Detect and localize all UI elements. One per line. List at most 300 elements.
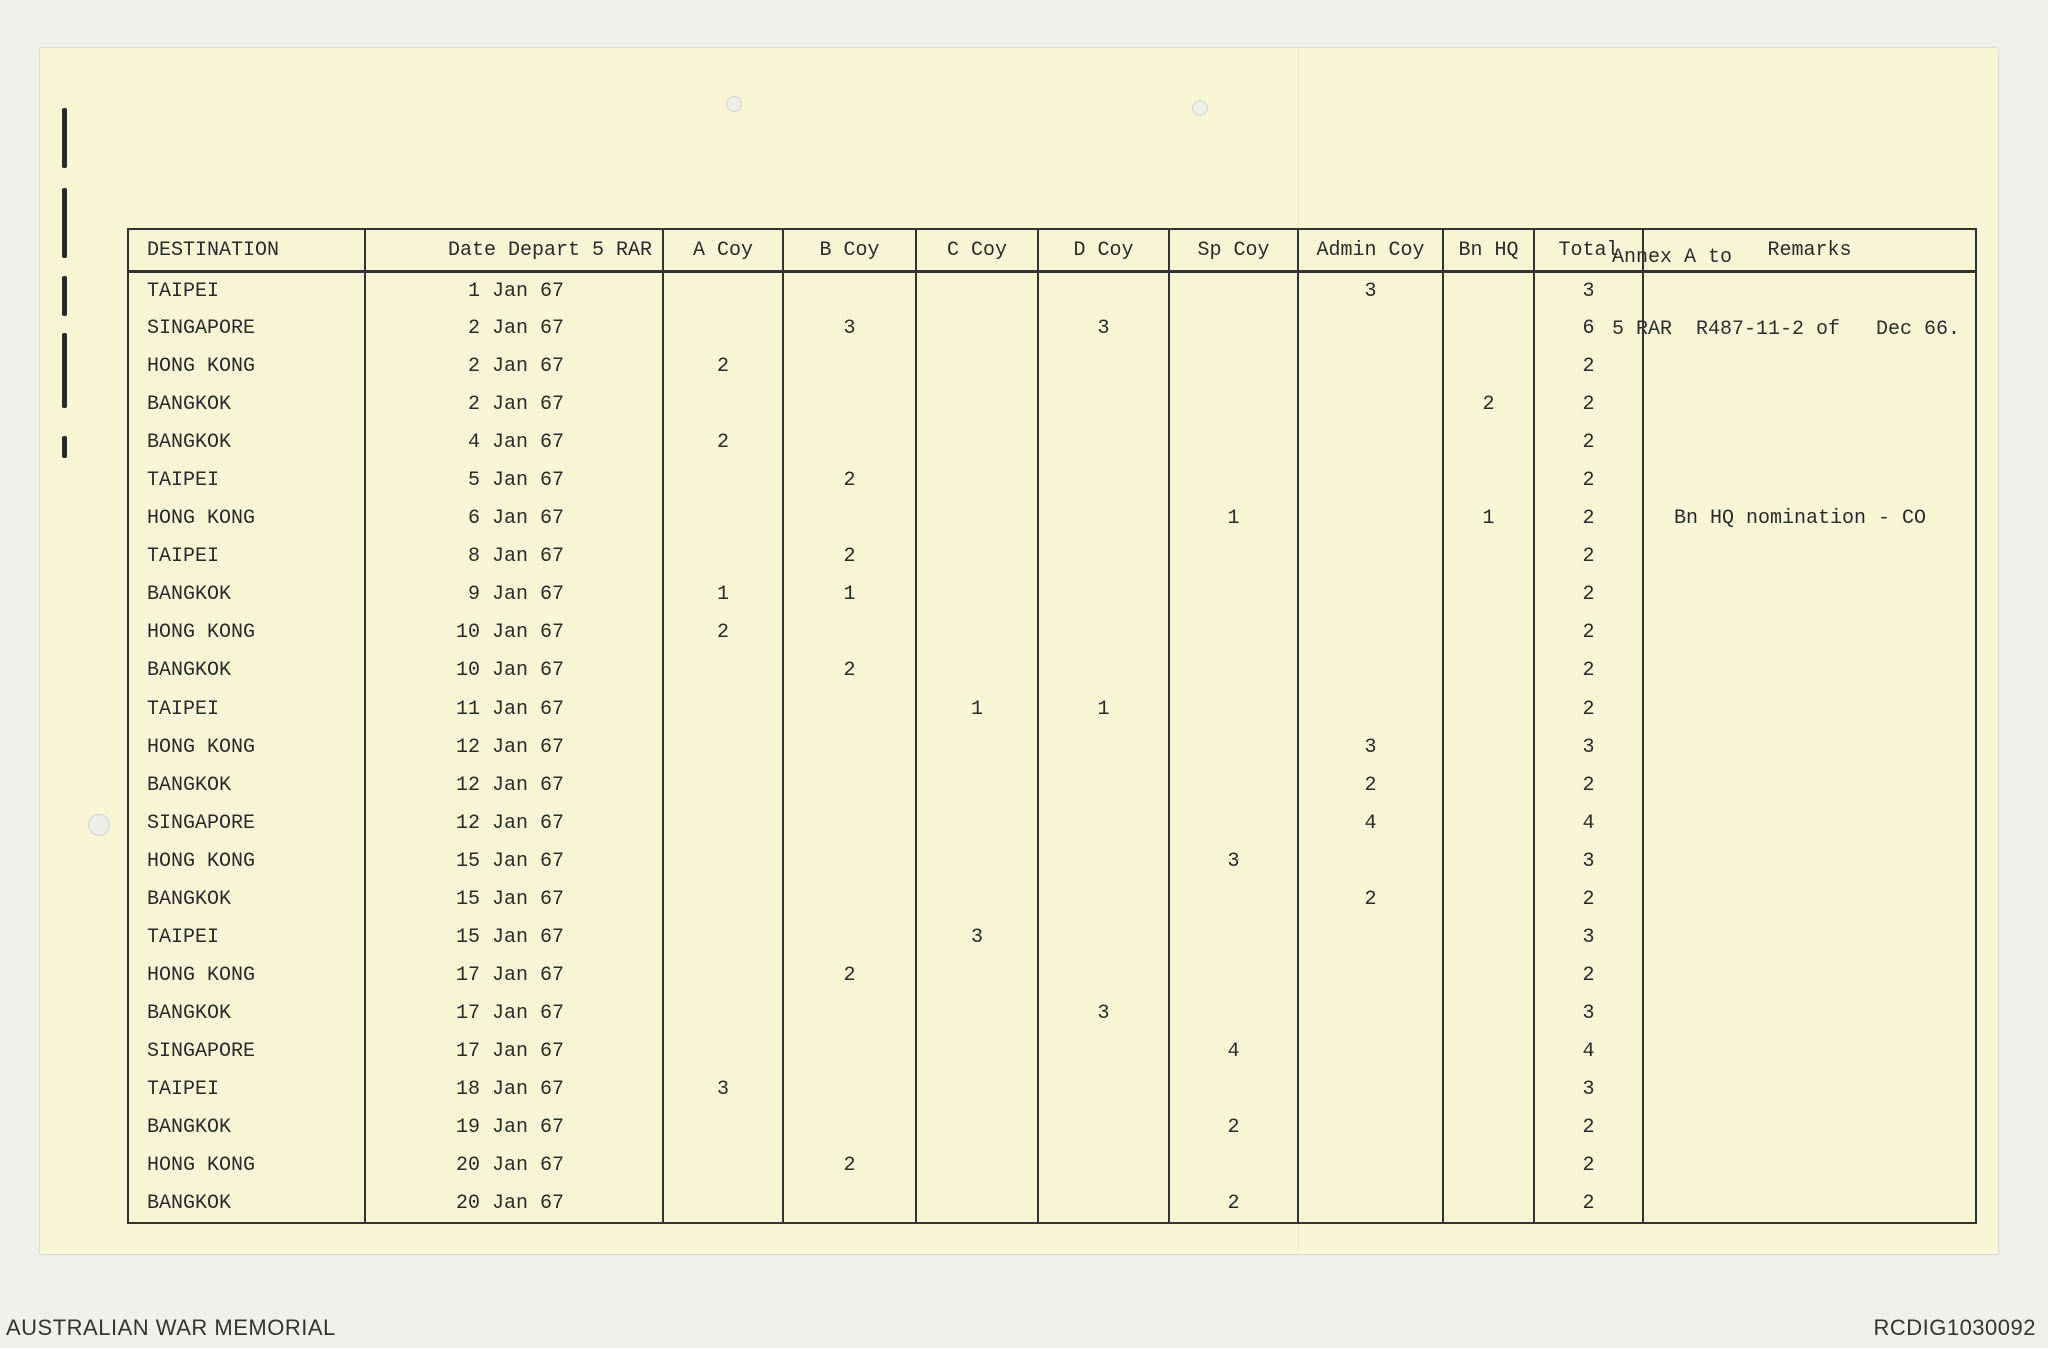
- table-row: [128, 690, 1976, 728]
- cell-bn-hq: [1443, 918, 1534, 956]
- cell-bn-hq: 2: [1443, 386, 1534, 424]
- cell-b-coy: [783, 804, 916, 842]
- cell-destination: TAIPEI: [128, 690, 365, 728]
- cell-total: 2: [1534, 690, 1643, 728]
- cell-b-coy: [783, 728, 916, 766]
- cell-a-coy: [663, 652, 783, 690]
- cell-b-coy: [783, 690, 916, 728]
- table-row: [128, 728, 1976, 766]
- cell-remarks: [1643, 994, 1976, 1032]
- cell-destination: HONG KONG: [128, 348, 365, 386]
- cell-d-coy: [1038, 652, 1169, 690]
- cell-c-coy: [916, 804, 1038, 842]
- cell-total: 4: [1534, 1032, 1643, 1070]
- cell-sp-coy: [1169, 918, 1298, 956]
- cell-total: 2: [1534, 766, 1643, 804]
- col-header-remarks: Remarks: [1643, 229, 1976, 272]
- col-header-total: Total: [1534, 229, 1643, 272]
- cell-admin-coy: [1298, 424, 1443, 462]
- cell-remarks: [1643, 614, 1976, 652]
- cell-c-coy: [916, 500, 1038, 538]
- cell-admin-coy: 4: [1298, 804, 1443, 842]
- cell-b-coy: [783, 424, 916, 462]
- cell-d-coy: [1038, 500, 1169, 538]
- cell-remarks: [1643, 1032, 1976, 1070]
- cell-c-coy: [916, 462, 1038, 500]
- cell-date: 10 Jan 67: [365, 652, 663, 690]
- cell-c-coy: 3: [916, 918, 1038, 956]
- cell-date: 15 Jan 67: [365, 880, 663, 918]
- cell-b-coy: [783, 1185, 916, 1223]
- cell-a-coy: [663, 272, 783, 310]
- cell-bn-hq: [1443, 1185, 1534, 1223]
- cell-remarks: [1643, 728, 1976, 766]
- cell-admin-coy: [1298, 614, 1443, 652]
- cell-destination: HONG KONG: [128, 1147, 365, 1185]
- cell-destination: BANGKOK: [128, 880, 365, 918]
- cell-destination: BANGKOK: [128, 994, 365, 1032]
- cell-destination: TAIPEI: [128, 918, 365, 956]
- cell-destination: SINGAPORE: [128, 804, 365, 842]
- cell-date: 6 Jan 67: [365, 500, 663, 538]
- table-row: [128, 614, 1976, 652]
- cell-remarks: [1643, 462, 1976, 500]
- table-row: [128, 1032, 1976, 1070]
- cell-c-coy: [916, 994, 1038, 1032]
- cell-destination: HONG KONG: [128, 842, 365, 880]
- cell-a-coy: [663, 804, 783, 842]
- cell-sp-coy: 2: [1169, 1185, 1298, 1223]
- cell-c-coy: [916, 956, 1038, 994]
- cell-a-coy: [663, 1109, 783, 1147]
- cell-sp-coy: [1169, 576, 1298, 614]
- cell-total: 2: [1534, 614, 1643, 652]
- cell-total: 3: [1534, 994, 1643, 1032]
- punch-hole: [88, 814, 110, 836]
- cell-d-coy: [1038, 766, 1169, 804]
- cell-date: 2 Jan 67: [365, 348, 663, 386]
- cell-bn-hq: [1443, 462, 1534, 500]
- table-row: [128, 880, 1976, 918]
- cell-c-coy: [916, 1185, 1038, 1223]
- image-id: RCDIG1030092: [1873, 1315, 2036, 1340]
- table-row: [128, 424, 1976, 462]
- cell-admin-coy: 3: [1298, 272, 1443, 310]
- cell-total: 2: [1534, 576, 1643, 614]
- cell-d-coy: [1038, 576, 1169, 614]
- cell-a-coy: 2: [663, 424, 783, 462]
- table-row: [128, 1109, 1976, 1147]
- cell-c-coy: [916, 576, 1038, 614]
- cell-d-coy: [1038, 424, 1169, 462]
- cell-bn-hq: [1443, 1070, 1534, 1108]
- cell-d-coy: [1038, 1185, 1169, 1223]
- cell-remarks: [1643, 1109, 1976, 1147]
- cell-admin-coy: [1298, 1070, 1443, 1108]
- cell-c-coy: 1: [916, 690, 1038, 728]
- cell-total: 2: [1534, 500, 1643, 538]
- cell-date: 2 Jan 67: [365, 386, 663, 424]
- cell-destination: BANGKOK: [128, 424, 365, 462]
- cell-b-coy: 3: [783, 310, 916, 348]
- cell-total: 3: [1534, 272, 1643, 310]
- cell-sp-coy: [1169, 994, 1298, 1032]
- cell-admin-coy: [1298, 462, 1443, 500]
- cell-c-coy: [916, 1147, 1038, 1185]
- cell-a-coy: 2: [663, 614, 783, 652]
- cell-total: 3: [1534, 918, 1643, 956]
- cell-a-coy: [663, 538, 783, 576]
- cell-admin-coy: [1298, 690, 1443, 728]
- cell-sp-coy: [1169, 766, 1298, 804]
- col-header-a-coy: A Coy: [663, 229, 783, 272]
- cell-bn-hq: [1443, 956, 1534, 994]
- punch-hole: [726, 96, 742, 112]
- cell-d-coy: 1: [1038, 690, 1169, 728]
- table-row: [128, 652, 1976, 690]
- cell-date: 11 Jan 67: [365, 690, 663, 728]
- cell-destination: TAIPEI: [128, 538, 365, 576]
- cell-sp-coy: [1169, 462, 1298, 500]
- cell-bn-hq: [1443, 690, 1534, 728]
- cell-date: 1 Jan 67: [365, 272, 663, 310]
- cell-c-coy: [916, 272, 1038, 310]
- cell-a-coy: [663, 728, 783, 766]
- cell-destination: BANGKOK: [128, 1185, 365, 1223]
- col-header-date: Date Depart 5 RAR: [365, 229, 663, 272]
- cell-sp-coy: 1: [1169, 500, 1298, 538]
- cell-b-coy: [783, 1070, 916, 1108]
- cell-b-coy: 2: [783, 1147, 916, 1185]
- table-row: [128, 994, 1976, 1032]
- cell-date: 15 Jan 67: [365, 918, 663, 956]
- cell-c-coy: [916, 424, 1038, 462]
- cell-admin-coy: [1298, 538, 1443, 576]
- cell-admin-coy: [1298, 348, 1443, 386]
- cell-remarks: [1643, 310, 1976, 348]
- cell-destination: HONG KONG: [128, 500, 365, 538]
- cell-total: 2: [1534, 424, 1643, 462]
- cell-a-coy: [663, 1147, 783, 1185]
- cell-remarks: [1643, 1070, 1976, 1108]
- cell-destination: TAIPEI: [128, 462, 365, 500]
- cell-total: 6: [1534, 310, 1643, 348]
- cell-date: 12 Jan 67: [365, 766, 663, 804]
- cell-a-coy: 1: [663, 576, 783, 614]
- cell-bn-hq: 1: [1443, 500, 1534, 538]
- cell-date: 19 Jan 67: [365, 1109, 663, 1147]
- table-row: [128, 576, 1976, 614]
- cell-d-coy: [1038, 880, 1169, 918]
- cell-a-coy: [663, 842, 783, 880]
- cell-a-coy: [663, 766, 783, 804]
- cell-destination: SINGAPORE: [128, 1032, 365, 1070]
- cell-sp-coy: [1169, 880, 1298, 918]
- binding-mark: [58, 108, 72, 478]
- cell-date: 18 Jan 67: [365, 1070, 663, 1108]
- col-header-admin-coy: Admin Coy: [1298, 229, 1443, 272]
- cell-c-coy: [916, 652, 1038, 690]
- cell-remarks: [1643, 386, 1976, 424]
- cell-d-coy: [1038, 386, 1169, 424]
- cell-remarks: [1643, 842, 1976, 880]
- cell-remarks: [1643, 918, 1976, 956]
- cell-a-coy: 3: [663, 1070, 783, 1108]
- table-row: [128, 500, 1976, 538]
- cell-a-coy: [663, 462, 783, 500]
- cell-b-coy: [783, 614, 916, 652]
- cell-total: 2: [1534, 348, 1643, 386]
- cell-admin-coy: 2: [1298, 766, 1443, 804]
- cell-admin-coy: [1298, 918, 1443, 956]
- cell-remarks: [1643, 652, 1976, 690]
- cell-total: 3: [1534, 1070, 1643, 1108]
- cell-remarks: [1643, 538, 1976, 576]
- cell-a-coy: [663, 994, 783, 1032]
- cell-destination: BANGKOK: [128, 1109, 365, 1147]
- cell-sp-coy: [1169, 804, 1298, 842]
- cell-b-coy: [783, 880, 916, 918]
- cell-bn-hq: [1443, 880, 1534, 918]
- cell-date: 4 Jan 67: [365, 424, 663, 462]
- table-row: [128, 1185, 1976, 1223]
- cell-c-coy: [916, 1109, 1038, 1147]
- cell-total: 3: [1534, 728, 1643, 766]
- cell-a-coy: 2: [663, 348, 783, 386]
- cell-c-coy: [916, 614, 1038, 652]
- cell-d-coy: 3: [1038, 310, 1169, 348]
- cell-admin-coy: 3: [1298, 728, 1443, 766]
- cell-sp-coy: 2: [1169, 1109, 1298, 1147]
- cell-b-coy: [783, 918, 916, 956]
- annex-line-1: Annex A to: [1612, 246, 1733, 269]
- cell-b-coy: [783, 272, 916, 310]
- cell-b-coy: [783, 1109, 916, 1147]
- cell-date: 12 Jan 67: [365, 728, 663, 766]
- cell-d-coy: 3: [1038, 994, 1169, 1032]
- table-row: [128, 310, 1976, 348]
- cell-d-coy: [1038, 348, 1169, 386]
- cell-d-coy: [1038, 842, 1169, 880]
- cell-destination: SINGAPORE: [128, 310, 365, 348]
- cell-bn-hq: [1443, 652, 1534, 690]
- cell-a-coy: [663, 956, 783, 994]
- table-row: [128, 1070, 1976, 1108]
- cell-remarks: [1643, 1147, 1976, 1185]
- cell-sp-coy: [1169, 424, 1298, 462]
- table-row: [128, 766, 1976, 804]
- col-header-bn-hq: Bn HQ: [1443, 229, 1534, 272]
- cell-b-coy: 2: [783, 462, 916, 500]
- cell-date: 5 Jan 67: [365, 462, 663, 500]
- cell-destination: HONG KONG: [128, 614, 365, 652]
- cell-destination: BANGKOK: [128, 652, 365, 690]
- cell-d-coy: [1038, 462, 1169, 500]
- cell-date: 17 Jan 67: [365, 1032, 663, 1070]
- cell-d-coy: [1038, 1147, 1169, 1185]
- table-row: [128, 1147, 1976, 1185]
- cell-d-coy: [1038, 728, 1169, 766]
- cell-destination: BANGKOK: [128, 386, 365, 424]
- cell-remarks: Bn HQ nomination - CO: [1643, 500, 1976, 538]
- cell-destination: HONG KONG: [128, 728, 365, 766]
- cell-b-coy: [783, 766, 916, 804]
- cell-date: 10 Jan 67: [365, 614, 663, 652]
- cell-sp-coy: [1169, 348, 1298, 386]
- cell-remarks: [1643, 272, 1976, 310]
- table-row: [128, 462, 1976, 500]
- cell-bn-hq: [1443, 804, 1534, 842]
- cell-bn-hq: [1443, 994, 1534, 1032]
- cell-c-coy: [916, 842, 1038, 880]
- cell-bn-hq: [1443, 310, 1534, 348]
- cell-remarks: [1643, 576, 1976, 614]
- cell-date: 9 Jan 67: [365, 576, 663, 614]
- cell-c-coy: [916, 766, 1038, 804]
- cell-a-coy: [663, 1185, 783, 1223]
- cell-sp-coy: 4: [1169, 1032, 1298, 1070]
- cell-sp-coy: [1169, 1070, 1298, 1108]
- cell-admin-coy: [1298, 386, 1443, 424]
- cell-b-coy: 2: [783, 652, 916, 690]
- cell-b-coy: [783, 1032, 916, 1070]
- cell-admin-coy: [1298, 652, 1443, 690]
- cell-bn-hq: [1443, 728, 1534, 766]
- annex-line-2: 5 RAR R487-11-2 of Dec 66.: [1612, 318, 1961, 341]
- col-header-c-coy: C Coy: [916, 229, 1038, 272]
- cell-destination: BANGKOK: [128, 766, 365, 804]
- cell-date: 12 Jan 67: [365, 804, 663, 842]
- cell-sp-coy: 3: [1169, 842, 1298, 880]
- cell-c-coy: [916, 1070, 1038, 1108]
- cell-total: 3: [1534, 842, 1643, 880]
- punch-hole: [1192, 100, 1208, 116]
- cell-destination: HONG KONG: [128, 956, 365, 994]
- cell-bn-hq: [1443, 766, 1534, 804]
- cell-remarks: [1643, 956, 1976, 994]
- cell-date: 17 Jan 67: [365, 994, 663, 1032]
- col-header-d-coy: D Coy: [1038, 229, 1169, 272]
- cell-date: 15 Jan 67: [365, 842, 663, 880]
- cell-total: 2: [1534, 956, 1643, 994]
- cell-c-coy: [916, 880, 1038, 918]
- cell-admin-coy: [1298, 994, 1443, 1032]
- cell-remarks: [1643, 766, 1976, 804]
- cell-a-coy: [663, 386, 783, 424]
- cell-remarks: [1643, 424, 1976, 462]
- cell-admin-coy: [1298, 1147, 1443, 1185]
- cell-bn-hq: [1443, 1109, 1534, 1147]
- cell-sp-coy: [1169, 386, 1298, 424]
- cell-total: 2: [1534, 538, 1643, 576]
- cell-sp-coy: [1169, 690, 1298, 728]
- cell-c-coy: [916, 538, 1038, 576]
- cell-date: 20 Jan 67: [365, 1147, 663, 1185]
- cell-sp-coy: [1169, 272, 1298, 310]
- cell-b-coy: [783, 500, 916, 538]
- cell-sp-coy: [1169, 652, 1298, 690]
- archive-credit: AUSTRALIAN WAR MEMORIAL: [6, 1315, 336, 1340]
- cell-b-coy: [783, 348, 916, 386]
- cell-admin-coy: [1298, 1109, 1443, 1147]
- cell-remarks: [1643, 1185, 1976, 1223]
- cell-d-coy: [1038, 1109, 1169, 1147]
- leave-allocation-table: [127, 228, 1977, 1224]
- cell-destination: TAIPEI: [128, 272, 365, 310]
- cell-bn-hq: [1443, 272, 1534, 310]
- cell-d-coy: [1038, 272, 1169, 310]
- cell-total: 2: [1534, 462, 1643, 500]
- table-row: [128, 272, 1976, 310]
- cell-admin-coy: [1298, 956, 1443, 994]
- cell-bn-hq: [1443, 614, 1534, 652]
- cell-a-coy: [663, 880, 783, 918]
- cell-c-coy: [916, 728, 1038, 766]
- cell-sp-coy: [1169, 956, 1298, 994]
- cell-b-coy: 1: [783, 576, 916, 614]
- cell-admin-coy: [1298, 576, 1443, 614]
- cell-bn-hq: [1443, 424, 1534, 462]
- cell-admin-coy: [1298, 310, 1443, 348]
- cell-total: 2: [1534, 880, 1643, 918]
- cell-d-coy: [1038, 614, 1169, 652]
- cell-a-coy: [663, 690, 783, 728]
- cell-c-coy: [916, 348, 1038, 386]
- cell-admin-coy: [1298, 842, 1443, 880]
- cell-total: 2: [1534, 1185, 1643, 1223]
- cell-d-coy: [1038, 538, 1169, 576]
- cell-bn-hq: [1443, 348, 1534, 386]
- cell-a-coy: [663, 310, 783, 348]
- cell-sp-coy: [1169, 310, 1298, 348]
- cell-total: 2: [1534, 386, 1643, 424]
- cell-b-coy: 2: [783, 956, 916, 994]
- cell-total: 4: [1534, 804, 1643, 842]
- cell-remarks: [1643, 348, 1976, 386]
- table-row: [128, 804, 1976, 842]
- cell-bn-hq: [1443, 842, 1534, 880]
- cell-b-coy: [783, 386, 916, 424]
- cell-destination: TAIPEI: [128, 1070, 365, 1108]
- cell-total: 2: [1534, 1147, 1643, 1185]
- cell-b-coy: 2: [783, 538, 916, 576]
- cell-date: 20 Jan 67: [365, 1185, 663, 1223]
- cell-c-coy: [916, 310, 1038, 348]
- col-header-destination: DESTINATION: [128, 229, 365, 272]
- cell-d-coy: [1038, 804, 1169, 842]
- cell-b-coy: [783, 842, 916, 880]
- cell-sp-coy: [1169, 614, 1298, 652]
- cell-c-coy: [916, 1032, 1038, 1070]
- cell-bn-hq: [1443, 1032, 1534, 1070]
- table-row: [128, 918, 1976, 956]
- cell-date: 17 Jan 67: [365, 956, 663, 994]
- col-header-b-coy: B Coy: [783, 229, 916, 272]
- table-body: [128, 272, 1976, 1224]
- cell-c-coy: [916, 386, 1038, 424]
- cell-remarks: [1643, 880, 1976, 918]
- col-header-sp-coy: Sp Coy: [1169, 229, 1298, 272]
- cell-d-coy: [1038, 918, 1169, 956]
- cell-sp-coy: [1169, 728, 1298, 766]
- cell-b-coy: [783, 994, 916, 1032]
- cell-bn-hq: [1443, 576, 1534, 614]
- cell-a-coy: [663, 1032, 783, 1070]
- cell-remarks: [1643, 804, 1976, 842]
- cell-total: 2: [1534, 652, 1643, 690]
- table-row: [128, 538, 1976, 576]
- cell-d-coy: [1038, 1032, 1169, 1070]
